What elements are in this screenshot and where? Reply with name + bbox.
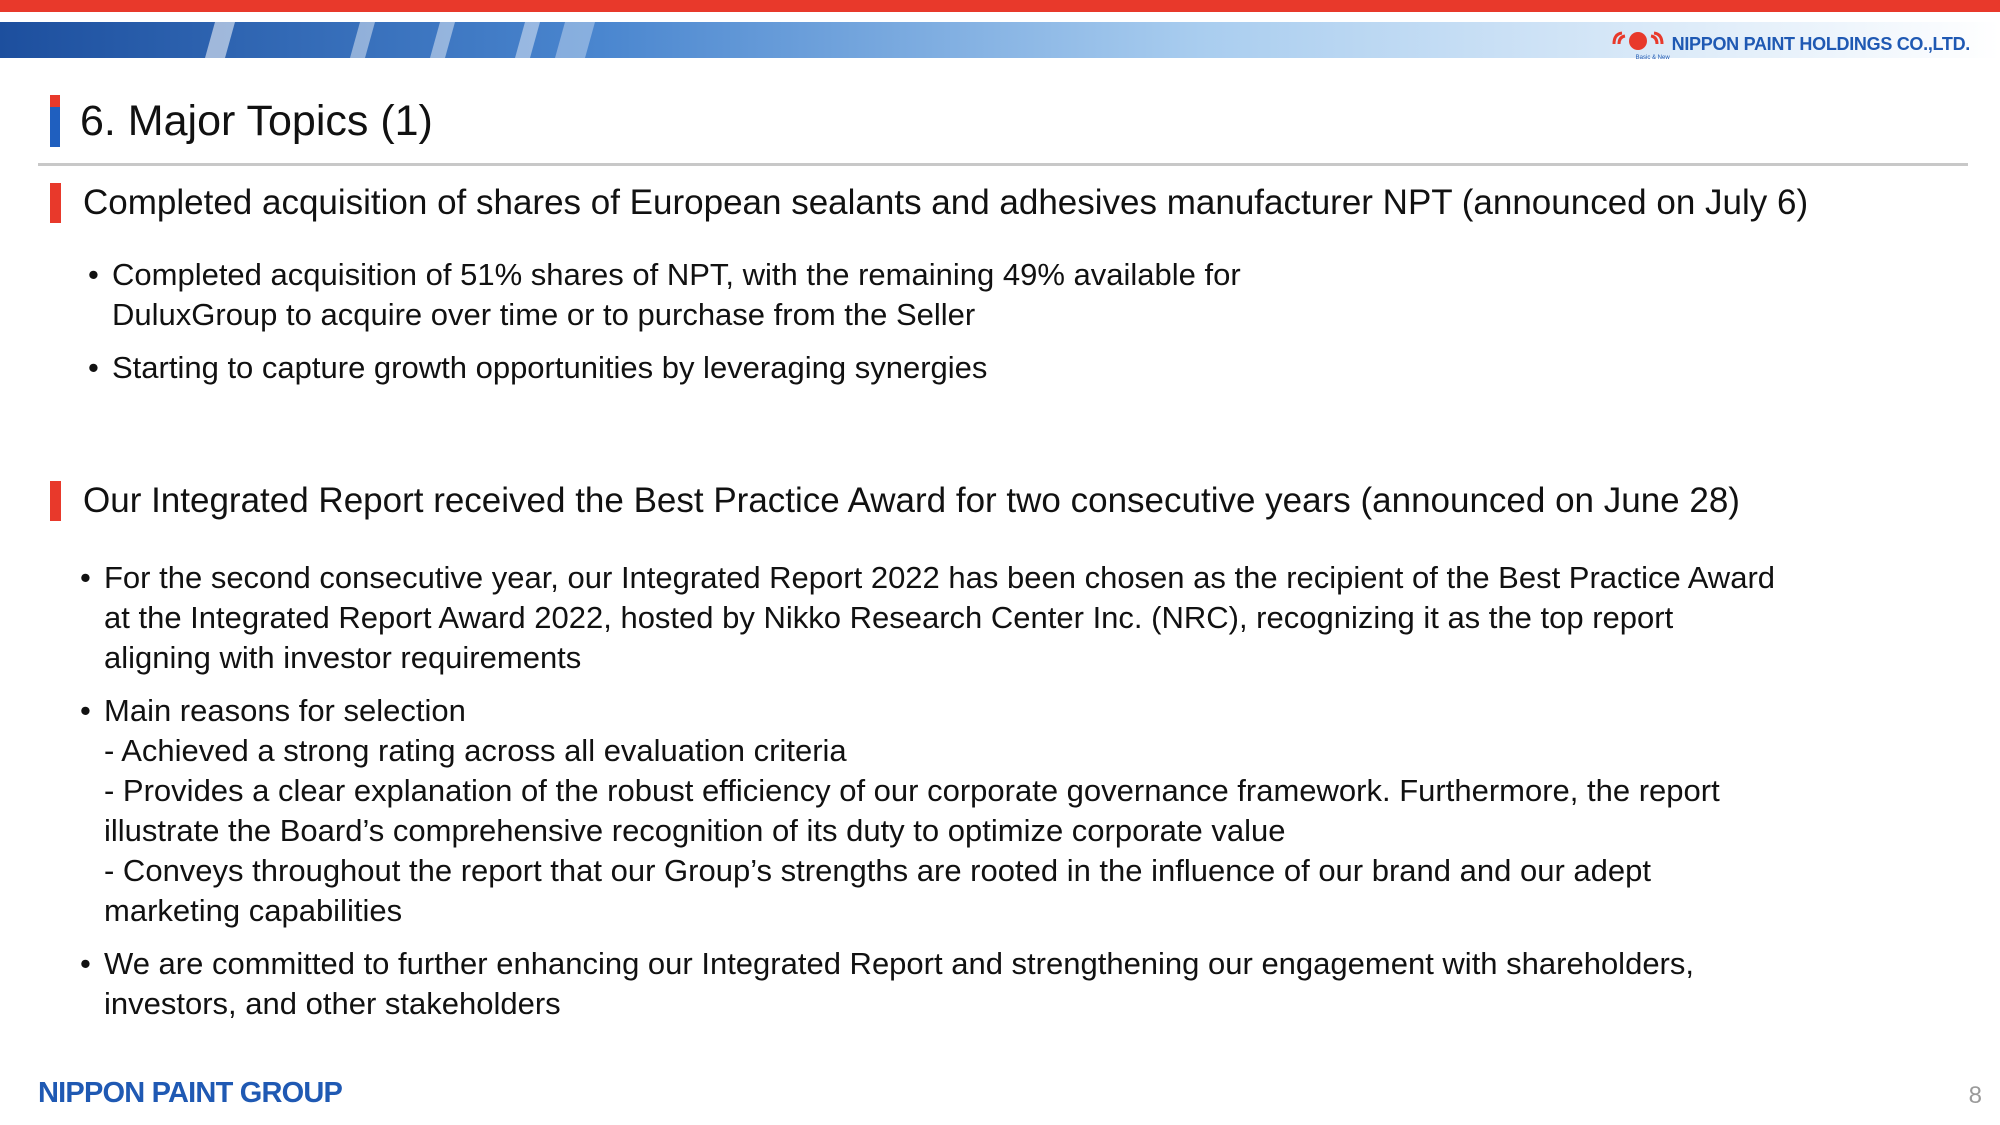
list-item bbox=[80, 558, 1775, 678]
company-name: NIPPON PAINT HOLDINGS CO.,LTD. bbox=[1671, 33, 1970, 54]
group-logo: NIPPON PAINT GROUP bbox=[38, 1077, 343, 1109]
header-red-stripe bbox=[0, 0, 2000, 12]
bullet-line: investors, and other stakeholders bbox=[104, 986, 561, 1021]
bullet-line: • Starting to capture growth opportunities by leveraging synergies bbox=[112, 350, 988, 385]
bullet-line: • We are committed to further enhancing our Integrated Report and strengthening our engagement with shareholders, bbox=[104, 946, 1694, 981]
page-title: 6. Major Topics (1) bbox=[80, 96, 433, 145]
section-title: Completed acquisition of shares of European sealants and adhesives manufacturer NPT (announced on July 6) bbox=[83, 183, 1809, 222]
title-marker bbox=[50, 95, 60, 147]
bullet-line: - Conveys throughout the report that our Group’s strengths are rooted in the influence of our brand and our adept bbox=[104, 853, 1651, 888]
slide-title-row bbox=[50, 95, 433, 147]
list-item bbox=[88, 348, 1241, 388]
bullet-line: at the Integrated Report Award 2022, hosted by Nikko Research Center Inc. (NRC), recognizing it as the top report bbox=[104, 600, 1674, 635]
company-logo bbox=[1610, 27, 1970, 61]
page-number: 8 bbox=[1968, 1082, 1982, 1109]
bullet-line: illustrate the Board’s comprehensive recognition of its duty to optimize corporate value bbox=[104, 813, 1286, 848]
title-divider bbox=[38, 163, 1968, 166]
bullet-line: • Completed acquisition of 51% shares of NPT, with the remaining 49% available for bbox=[112, 257, 1241, 292]
list-item bbox=[80, 691, 1775, 931]
section-marker bbox=[50, 183, 61, 223]
list-item bbox=[88, 255, 1241, 335]
bullet-line: aligning with investor requirements bbox=[104, 640, 582, 675]
bullet-line: - Achieved a strong rating across all evaluation criteria bbox=[104, 733, 847, 768]
section-heading-integrated-report bbox=[50, 481, 1740, 521]
bullet-line: • For the second consecutive year, our Integrated Report 2022 has been chosen as the recipient of the Best Practice Award bbox=[104, 560, 1776, 595]
list-item bbox=[80, 944, 1775, 1024]
bullet-line: DuluxGroup to acquire over time or to purchase from the Seller bbox=[112, 297, 976, 332]
bullet-list-integrated-report bbox=[80, 558, 1775, 1037]
section-heading-npt bbox=[50, 183, 1808, 223]
logo-tagline: Basic & New bbox=[1635, 55, 1670, 61]
bullet-line: • Main reasons for selection bbox=[104, 693, 466, 728]
section-title: Our Integrated Report received the Best Practice Award for two consecutive years (announced on June 28) bbox=[83, 481, 1740, 520]
bullet-line: - Provides a clear explanation of the robust efficiency of our corporate governance framework. Furthermore, the report bbox=[104, 773, 1720, 808]
nippon-paint-mark-icon bbox=[1610, 29, 1668, 59]
bullet-line: marketing capabilities bbox=[104, 893, 403, 928]
bullet-list-npt bbox=[88, 255, 1241, 401]
section-marker bbox=[50, 481, 61, 521]
